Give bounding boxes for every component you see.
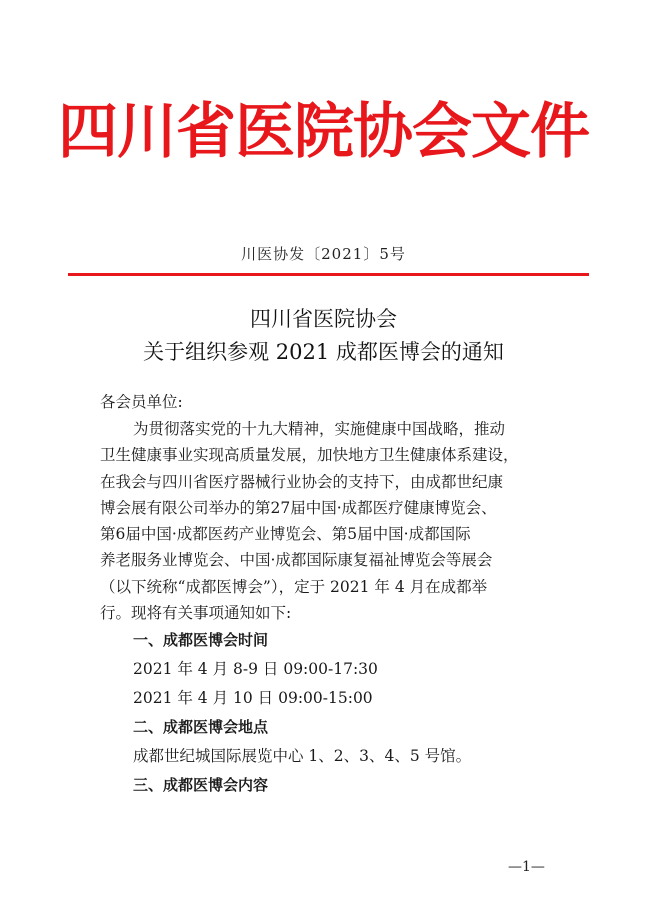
page-number: —1— [508, 859, 545, 875]
document-number: 川医协发〔2021〕5号 [241, 245, 406, 263]
section-heading: 三、成都医博会内容 [133, 776, 269, 795]
paragraph-line: 养老服务业博览会、中国·成都国际康复福祉博览会等展会 [100, 551, 493, 570]
section-heading: 二、成都医博会地点 [133, 718, 269, 737]
notice-title-line-1: 四川省医院协会 [250, 307, 397, 331]
intro-paragraph [100, 416, 570, 626]
paragraph-line: 卫生健康事业实现高质量发展，加快地方卫生健康体系建设， [100, 446, 519, 465]
section-detail-line: 2021 年 4 月 8-9 日 09:00-17:30 [133, 660, 378, 679]
section-heading: 一、成都医博会时间 [133, 631, 269, 650]
section-content [100, 771, 570, 800]
header-red-rule [68, 273, 589, 276]
paragraph-line: 为贯彻落实党的十九大精神，实施健康中国战略，推动 [133, 420, 506, 438]
salutation: 各会员单位: [100, 393, 183, 411]
document-body [100, 388, 570, 800]
section-detail-line: 2021 年 4 月 10 日 09:00-15:00 [133, 689, 373, 708]
section-detail-line: 成都世纪城国际展览中心 1、2、3、4、5 号馆。 [133, 747, 472, 766]
paragraph-line: 第6届中国·成都医药产业博览会、第5届中国·成都国际 [100, 525, 471, 544]
section-time [100, 626, 570, 713]
notice-title-line-2: 关于组织参观 2021 成都医博会的通知 [143, 340, 504, 364]
paragraph-line: 在我会与四川省医疗器械行业协会的支持下，由成都世纪康 [100, 472, 504, 491]
paragraph-line: （以下统称“成都医博会”），定于 2021 年 4 月在成都举 [100, 577, 488, 596]
paragraph-line: 行。现将有关事项通知如下: [100, 604, 292, 623]
section-location [100, 713, 570, 771]
document-header-title: 四川省医院协会文件 [58, 97, 589, 167]
paragraph-line: 博会展有限公司举办的第27届中国·成都医疗健康博览会、 [100, 498, 497, 517]
